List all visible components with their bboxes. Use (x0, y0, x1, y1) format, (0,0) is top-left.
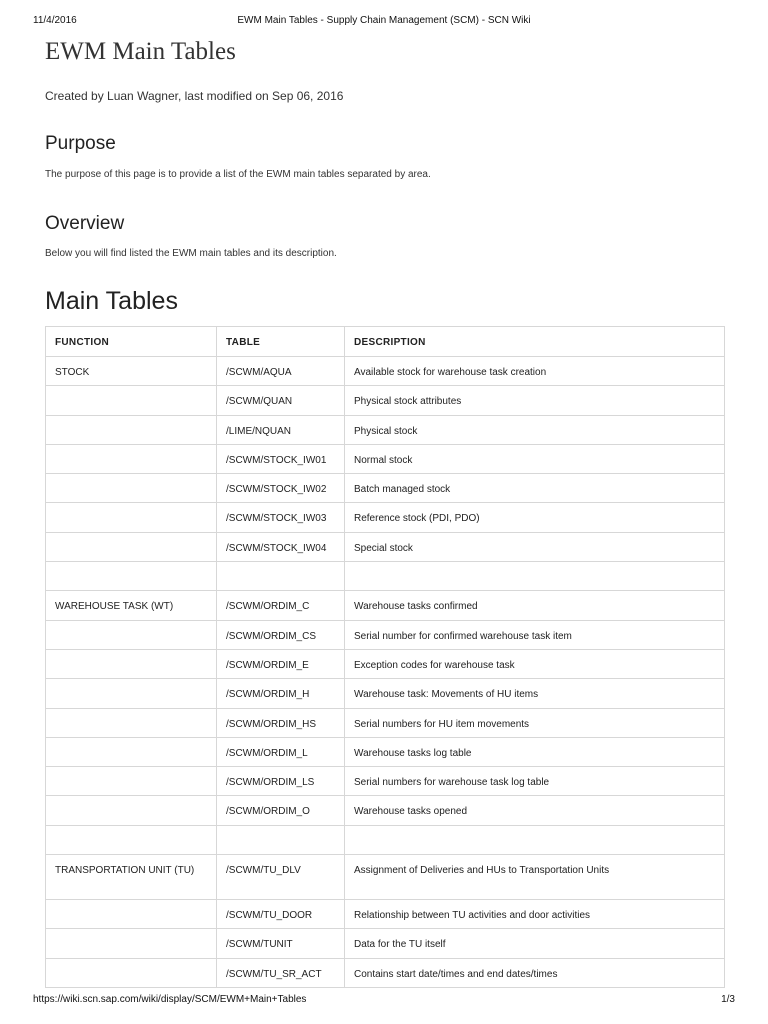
table-name-cell: /SCWM/STOCK_IW04 (217, 532, 345, 561)
function-cell (46, 415, 217, 444)
table-name-cell: /SCWM/ORDIM_CS (217, 620, 345, 649)
table-name-cell: /SCWM/ORDIM_E (217, 649, 345, 678)
overview-text: Below you will find listed the EWM main tables and its description. (45, 248, 337, 259)
main-tables-table (45, 326, 725, 988)
table-name-cell: /SCWM/AQUA (217, 357, 345, 386)
table-row (46, 679, 725, 708)
table-name-cell: /SCWM/ORDIM_L (217, 737, 345, 766)
description-cell: Physical stock (345, 415, 725, 444)
table-name-cell: /SCWM/ORDIM_LS (217, 767, 345, 796)
table-row (46, 929, 725, 958)
table-header-row (46, 327, 725, 357)
table-row (46, 562, 725, 591)
table-row (46, 737, 725, 766)
description-cell: Special stock (345, 532, 725, 561)
print-date: 11/4/2016 (33, 15, 77, 26)
table-name-cell: /SCWM/ORDIM_HS (217, 708, 345, 737)
description-cell: Available stock for warehouse task creation (345, 357, 725, 386)
table-row (46, 855, 725, 900)
table-row (46, 620, 725, 649)
description-cell: Serial number for confirmed warehouse task item (345, 620, 725, 649)
description-cell: Reference stock (PDI, PDO) (345, 503, 725, 532)
table-row (46, 591, 725, 620)
table-name-cell: /SCWM/ORDIM_O (217, 796, 345, 825)
function-cell (46, 737, 217, 766)
table-row (46, 958, 725, 987)
purpose-heading: Purpose (45, 133, 116, 154)
table-row (46, 357, 725, 386)
main-tables-heading: Main Tables (45, 287, 178, 315)
function-cell (46, 474, 217, 503)
table-row (46, 900, 725, 929)
table-row (46, 825, 725, 854)
table-name-cell: /SCWM/STOCK_IW03 (217, 503, 345, 532)
function-cell (46, 679, 217, 708)
function-cell (46, 649, 217, 678)
table-row (46, 532, 725, 561)
function-cell (46, 532, 217, 561)
table-name-cell (217, 562, 345, 591)
function-cell: WAREHOUSE TASK (WT) (46, 591, 217, 620)
table-name-cell: /SCWM/STOCK_IW01 (217, 444, 345, 473)
table-name-cell: /SCWM/ORDIM_H (217, 679, 345, 708)
page-title: EWM Main Tables (45, 38, 236, 65)
print-url: https://wiki.scn.sap.com/wiki/display/SCM/EWM+Main+Tables (33, 994, 307, 1005)
function-cell (46, 958, 217, 987)
function-cell (46, 620, 217, 649)
print-page-number: 1/3 (721, 994, 735, 1005)
table-row (46, 796, 725, 825)
column-header-table: TABLE (217, 327, 345, 357)
function-cell: TRANSPORTATION UNIT (TU) (46, 855, 217, 900)
function-cell (46, 825, 217, 854)
description-cell: Warehouse tasks log table (345, 737, 725, 766)
description-cell: Serial numbers for warehouse task log table (345, 767, 725, 796)
purpose-text: The purpose of this page is to provide a list of the EWM main tables separated by area. (45, 169, 431, 180)
function-cell (46, 900, 217, 929)
description-cell: Exception codes for warehouse task (345, 649, 725, 678)
function-cell: STOCK (46, 357, 217, 386)
function-cell (46, 929, 217, 958)
description-cell: Serial numbers for HU item movements (345, 708, 725, 737)
function-cell (46, 444, 217, 473)
print-page-title: EWM Main Tables - Supply Chain Management (SCM) - SCN Wiki (237, 15, 531, 26)
table-row (46, 444, 725, 473)
table-row (46, 415, 725, 444)
description-cell: Warehouse tasks opened (345, 796, 725, 825)
table-name-cell: /SCWM/ORDIM_C (217, 591, 345, 620)
description-cell: Batch managed stock (345, 474, 725, 503)
function-cell (46, 708, 217, 737)
table-name-cell: /SCWM/TU_DLV (217, 855, 345, 900)
table-row (46, 503, 725, 532)
description-cell: Relationship between TU activities and door activities (345, 900, 725, 929)
table-body (46, 357, 725, 988)
description-cell: Assignment of Deliveries and HUs to Transportation Units (345, 855, 725, 900)
function-cell (46, 767, 217, 796)
table-row (46, 386, 725, 415)
table-name-cell (217, 825, 345, 854)
table-row (46, 708, 725, 737)
table-row (46, 767, 725, 796)
function-cell (46, 386, 217, 415)
table-row (46, 649, 725, 678)
description-cell: Data for the TU itself (345, 929, 725, 958)
overview-heading: Overview (45, 213, 125, 234)
description-cell (345, 562, 725, 591)
description-cell: Warehouse task: Movements of HU items (345, 679, 725, 708)
description-cell (345, 825, 725, 854)
description-cell: Physical stock attributes (345, 386, 725, 415)
table-name-cell: /SCWM/STOCK_IW02 (217, 474, 345, 503)
table-name-cell: /LIME/NQUAN (217, 415, 345, 444)
description-cell: Warehouse tasks confirmed (345, 591, 725, 620)
table-name-cell: /SCWM/QUAN (217, 386, 345, 415)
table-row (46, 474, 725, 503)
function-cell (46, 562, 217, 591)
print-header (33, 15, 735, 29)
function-cell (46, 503, 217, 532)
table-name-cell: /SCWM/TU_DOOR (217, 900, 345, 929)
description-cell: Normal stock (345, 444, 725, 473)
byline: Created by Luan Wagner, last modified on Sep 06, 2016 (45, 89, 344, 103)
table-name-cell: /SCWM/TU_SR_ACT (217, 958, 345, 987)
function-cell (46, 796, 217, 825)
print-footer (33, 994, 735, 1008)
description-cell: Contains start date/times and end dates/times (345, 958, 725, 987)
column-header-function: FUNCTION (46, 327, 217, 357)
column-header-description: DESCRIPTION (345, 327, 725, 357)
table-name-cell: /SCWM/TUNIT (217, 929, 345, 958)
